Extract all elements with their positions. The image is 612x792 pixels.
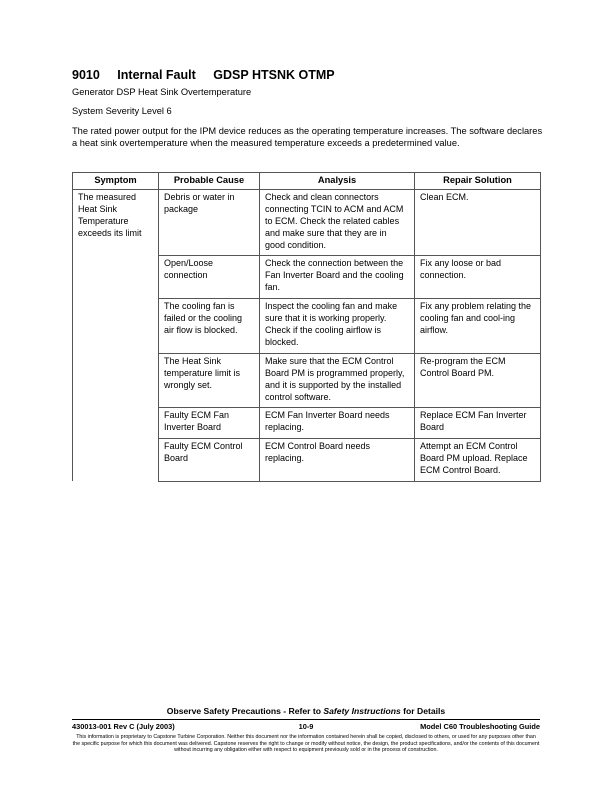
analysis-cell: ECM Control Board needs replacing. xyxy=(260,439,415,482)
fault-description: The rated power output for the IPM device reduces as the operating temperature increases. The software declares a heat sink overtemperature when the measured temperature exceeds a predetermined value. xyxy=(72,126,543,148)
cause-cell: The cooling fan is failed or the cooling air flow is blocked. xyxy=(159,299,260,354)
fault-name: Internal Fault xyxy=(117,68,196,82)
page-number: 10-9 xyxy=(298,722,314,731)
safety-note: Observe Safety Precautions - Refer to Safety Instructions for Details xyxy=(166,706,446,716)
severity-level: System Severity Level 6 xyxy=(72,106,172,116)
cause-cell: Debris or water in package xyxy=(159,189,260,256)
solution-cell: Fix any loose or bad connection. xyxy=(415,256,541,299)
solution-cell: Fix any problem relating the cooling fan and cool-ing airflow. xyxy=(415,299,541,354)
symptom-cell: The measured Heat Sink Temperature exceeds its limit xyxy=(73,189,159,481)
analysis-cell: Check and clean connectors connecting TCIN to ACM and ACM to ECM. Check the related cables and make sure that they are in good condition. xyxy=(260,189,415,256)
header-repair-solution: Repair Solution xyxy=(415,173,541,190)
cause-cell: Faulty ECM Control Board xyxy=(159,439,260,482)
analysis-cell: Check the connection between the Fan Inverter Board and the cooling fan. xyxy=(260,256,415,299)
cause-cell: Open/Loose connection xyxy=(159,256,260,299)
header-analysis: Analysis xyxy=(260,173,415,190)
table-header-row xyxy=(73,173,541,190)
proprietary-disclaimer: This information is proprietary to Capstone Turbine Corporation. Neither this document nor the information contained herein shall be copied, disclosed to others, or used for any purposes other than the specific purpose for which this document was delivered. Capstone reserves the right to change or modify without notice, the design, the product specifications, and/or the contents of this document without incurring any obligation either with respect to equipment previously sold or in the process of construction. xyxy=(72,734,540,754)
solution-cell: Clean ECM. xyxy=(415,189,541,256)
troubleshooting-table xyxy=(72,172,541,482)
cause-cell: Faulty ECM Fan Inverter Board xyxy=(159,408,260,439)
fault-subtitle: Generator DSP Heat Sink Overtemperature xyxy=(72,87,252,97)
header-probable-cause: Probable Cause xyxy=(159,173,260,190)
cause-cell: The Heat Sink temperature limit is wrongly set. xyxy=(159,353,260,408)
analysis-cell: ECM Fan Inverter Board needs replacing. xyxy=(260,408,415,439)
fault-code: 9010 xyxy=(72,68,100,82)
safety-instructions-ref: Safety Instructions xyxy=(323,706,401,716)
solution-cell: Replace ECM Fan Inverter Board xyxy=(415,408,541,439)
fault-heading xyxy=(72,68,349,82)
footer-divider xyxy=(72,719,540,720)
analysis-cell: Make sure that the ECM Control Board PM is programmed properly, and it is supported by the installed control software. xyxy=(260,353,415,408)
document-number: 430013-001 Rev C (July 2003) xyxy=(72,722,175,731)
solution-cell: Attempt an ECM Control Board PM upload. Replace ECM Control Board. xyxy=(415,439,541,482)
solution-cell: Re-program the ECM Control Board PM. xyxy=(415,353,541,408)
guide-title: Model C60 Troubleshooting Guide xyxy=(420,722,540,731)
table-row xyxy=(73,189,541,256)
header-symptom: Symptom xyxy=(73,173,159,190)
fault-id: GDSP HTSNK OTMP xyxy=(213,68,335,82)
analysis-cell: Inspect the cooling fan and make sure that it is working properly. Check if the cooling airflow is blocked. xyxy=(260,299,415,354)
